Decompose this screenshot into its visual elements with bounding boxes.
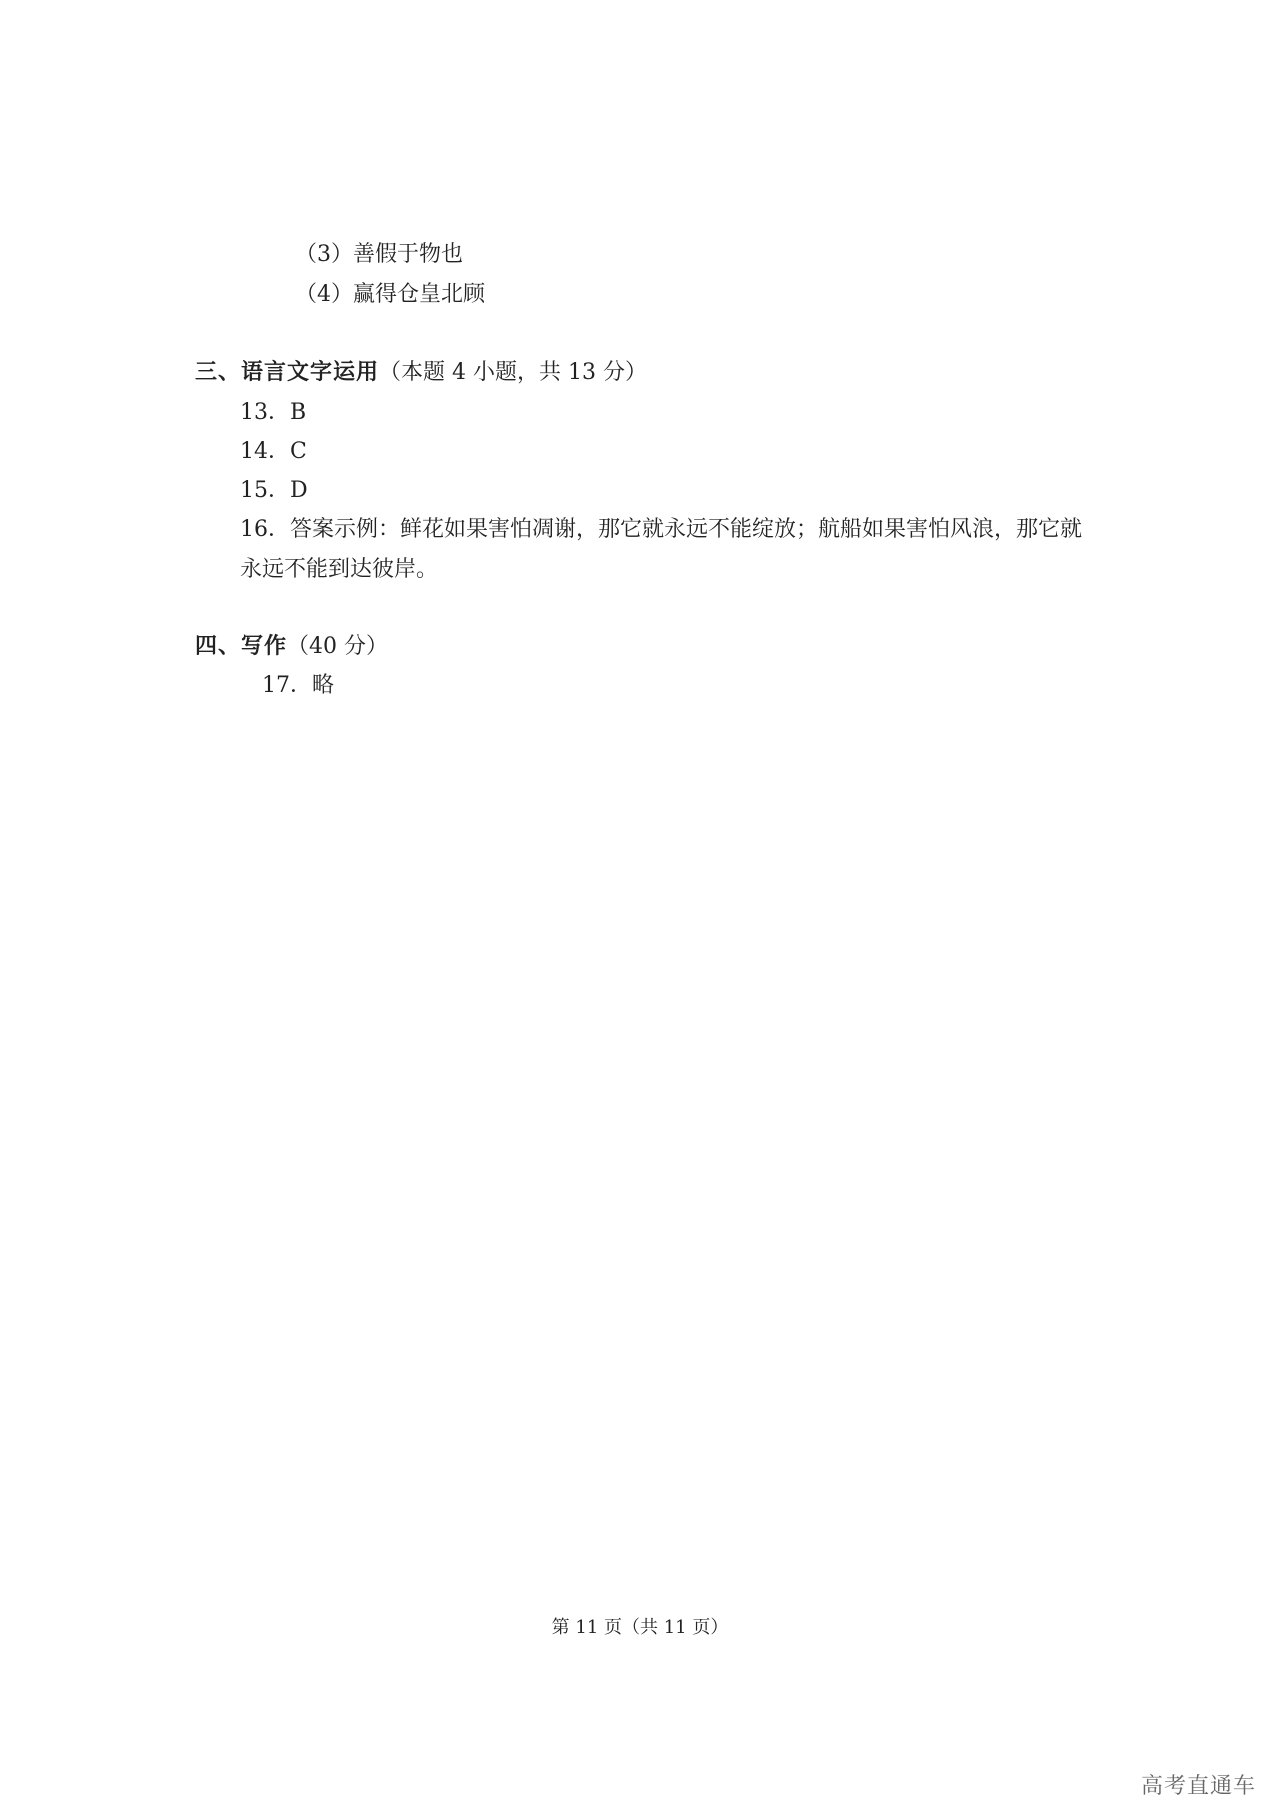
section-4-title: 四、写作 [195, 634, 288, 659]
answer-17: 17．略 [262, 673, 334, 698]
section-4-note: （40 分） [287, 634, 389, 659]
watermark-logo-text: 高考直通车 [1140, 1774, 1256, 1799]
answer-15: 15．D [240, 478, 308, 503]
answer-16-line-1: 16．答案示例：鲜花如果害怕凋谢，那它就永远不能绽放；航船如果害怕风浪，那它就 [240, 517, 1082, 542]
section-3-heading [195, 358, 647, 388]
answer-13: 13．B [240, 400, 307, 425]
answer-14: 14．C [240, 439, 307, 464]
page-number: 第 11 页（共 11 页） [551, 1617, 729, 1638]
answer-16-line-2: 永远不能到达彼岸。 [240, 557, 439, 582]
section-3-title: 三、语言文字运用 [195, 360, 380, 385]
answer-12-4: （4）赢得仓皇北顾 [295, 282, 485, 307]
section-4-heading [195, 632, 388, 662]
answer-12-3: （3）善假于物也 [295, 242, 463, 267]
section-3-note: （本题 4 小题，共 13 分） [379, 360, 647, 385]
